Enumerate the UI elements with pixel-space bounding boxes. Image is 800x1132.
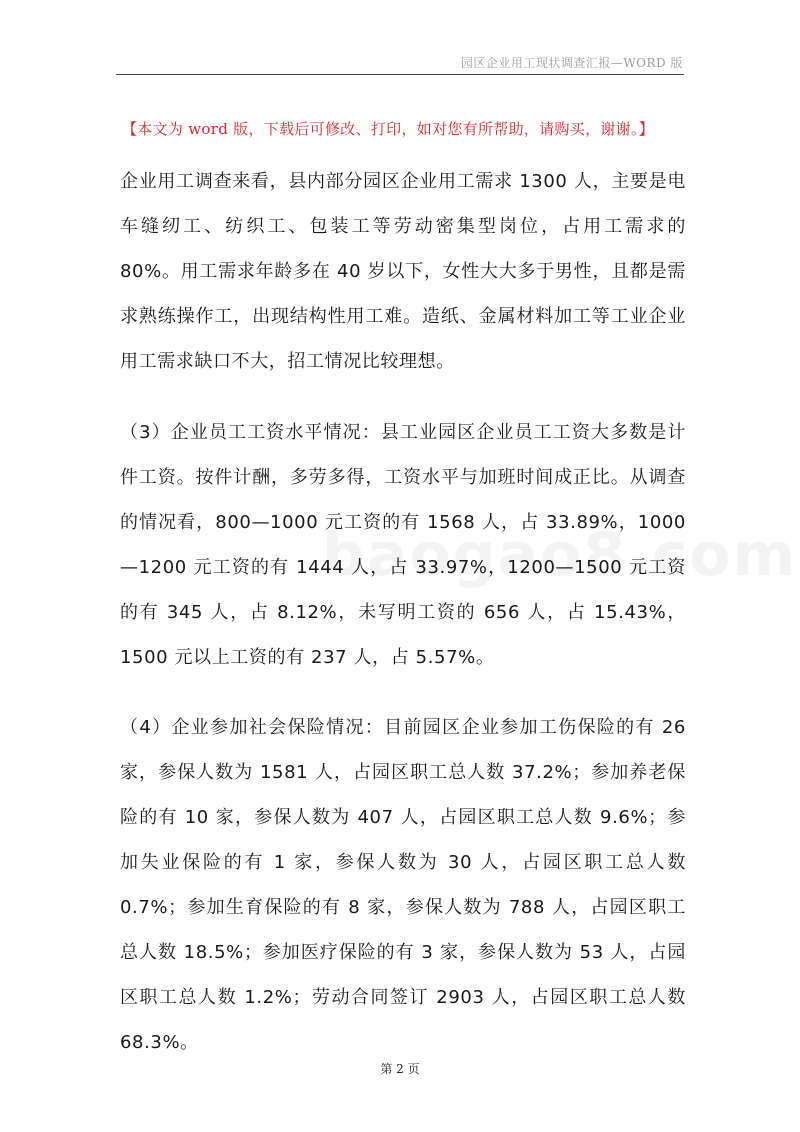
page-number: 第 2 页 [380, 1062, 420, 1076]
paragraph-wage-levels: （3）企业员工工资水平情况：县工业园区企业员工工资大多数是计件工资。按件计酬，多劳多得，工资水平与加班时间成正比。从调查的情况看，800—1000 元工资的有 1568 人，占 33.89%，1000—1200 元工资的有 1444 人，占 33.97%，1200—1500 元工资的有 345 人，占 8.12%，未写明工资的 656 人，占 15.43%，1500 元以上工资的有 237 人，占 5.57%。 [120, 422, 686, 668]
running-header-title: 园区企业用工现状调查汇报—WORD 版 [460, 56, 683, 70]
header-divider [116, 74, 684, 75]
paragraph-labor-demand: 企业用工调查来看，县内部分园区企业用工需求 1300 人，主要是电车缝纫工、纺织工、包装工等劳动密集型岗位，占用工需求的 80%。用工需求年龄多在 40 岁以下，女性大大多于男性，且都是需求熟练操作工，出现结构性用工难。造纸、金属材料加工等工业企业用工需求缺口不大，招工情况比较理想。 [120, 171, 686, 372]
paragraph-social-insurance: （4）企业参加社会保险情况：目前园区企业参加工伤保险的有 26 家，参保人数为 1581 人，占园区职工总人数 37.2%；参加养老保险的有 10 家，参保人数为 407 人，占园区职工总人数 9.6%；参加失业保险的有 1 家，参保人数为 30 人，占园区职工总人数 0.7%；参加生育保险的有 8 家，参保人数为 788 人，占园区职工总人数 18.5%；参加医疗保险的有 3 家，参保人数为 53 人，占园区职工总人数 1.2%；劳动合同签订 2903 人，占园区职工总人数 68.3%。 [120, 717, 686, 1053]
download-notice: 【本文为 word 版，下载后可修改、打印，如对您有所帮助，请购买，谢谢。】 [122, 120, 655, 138]
